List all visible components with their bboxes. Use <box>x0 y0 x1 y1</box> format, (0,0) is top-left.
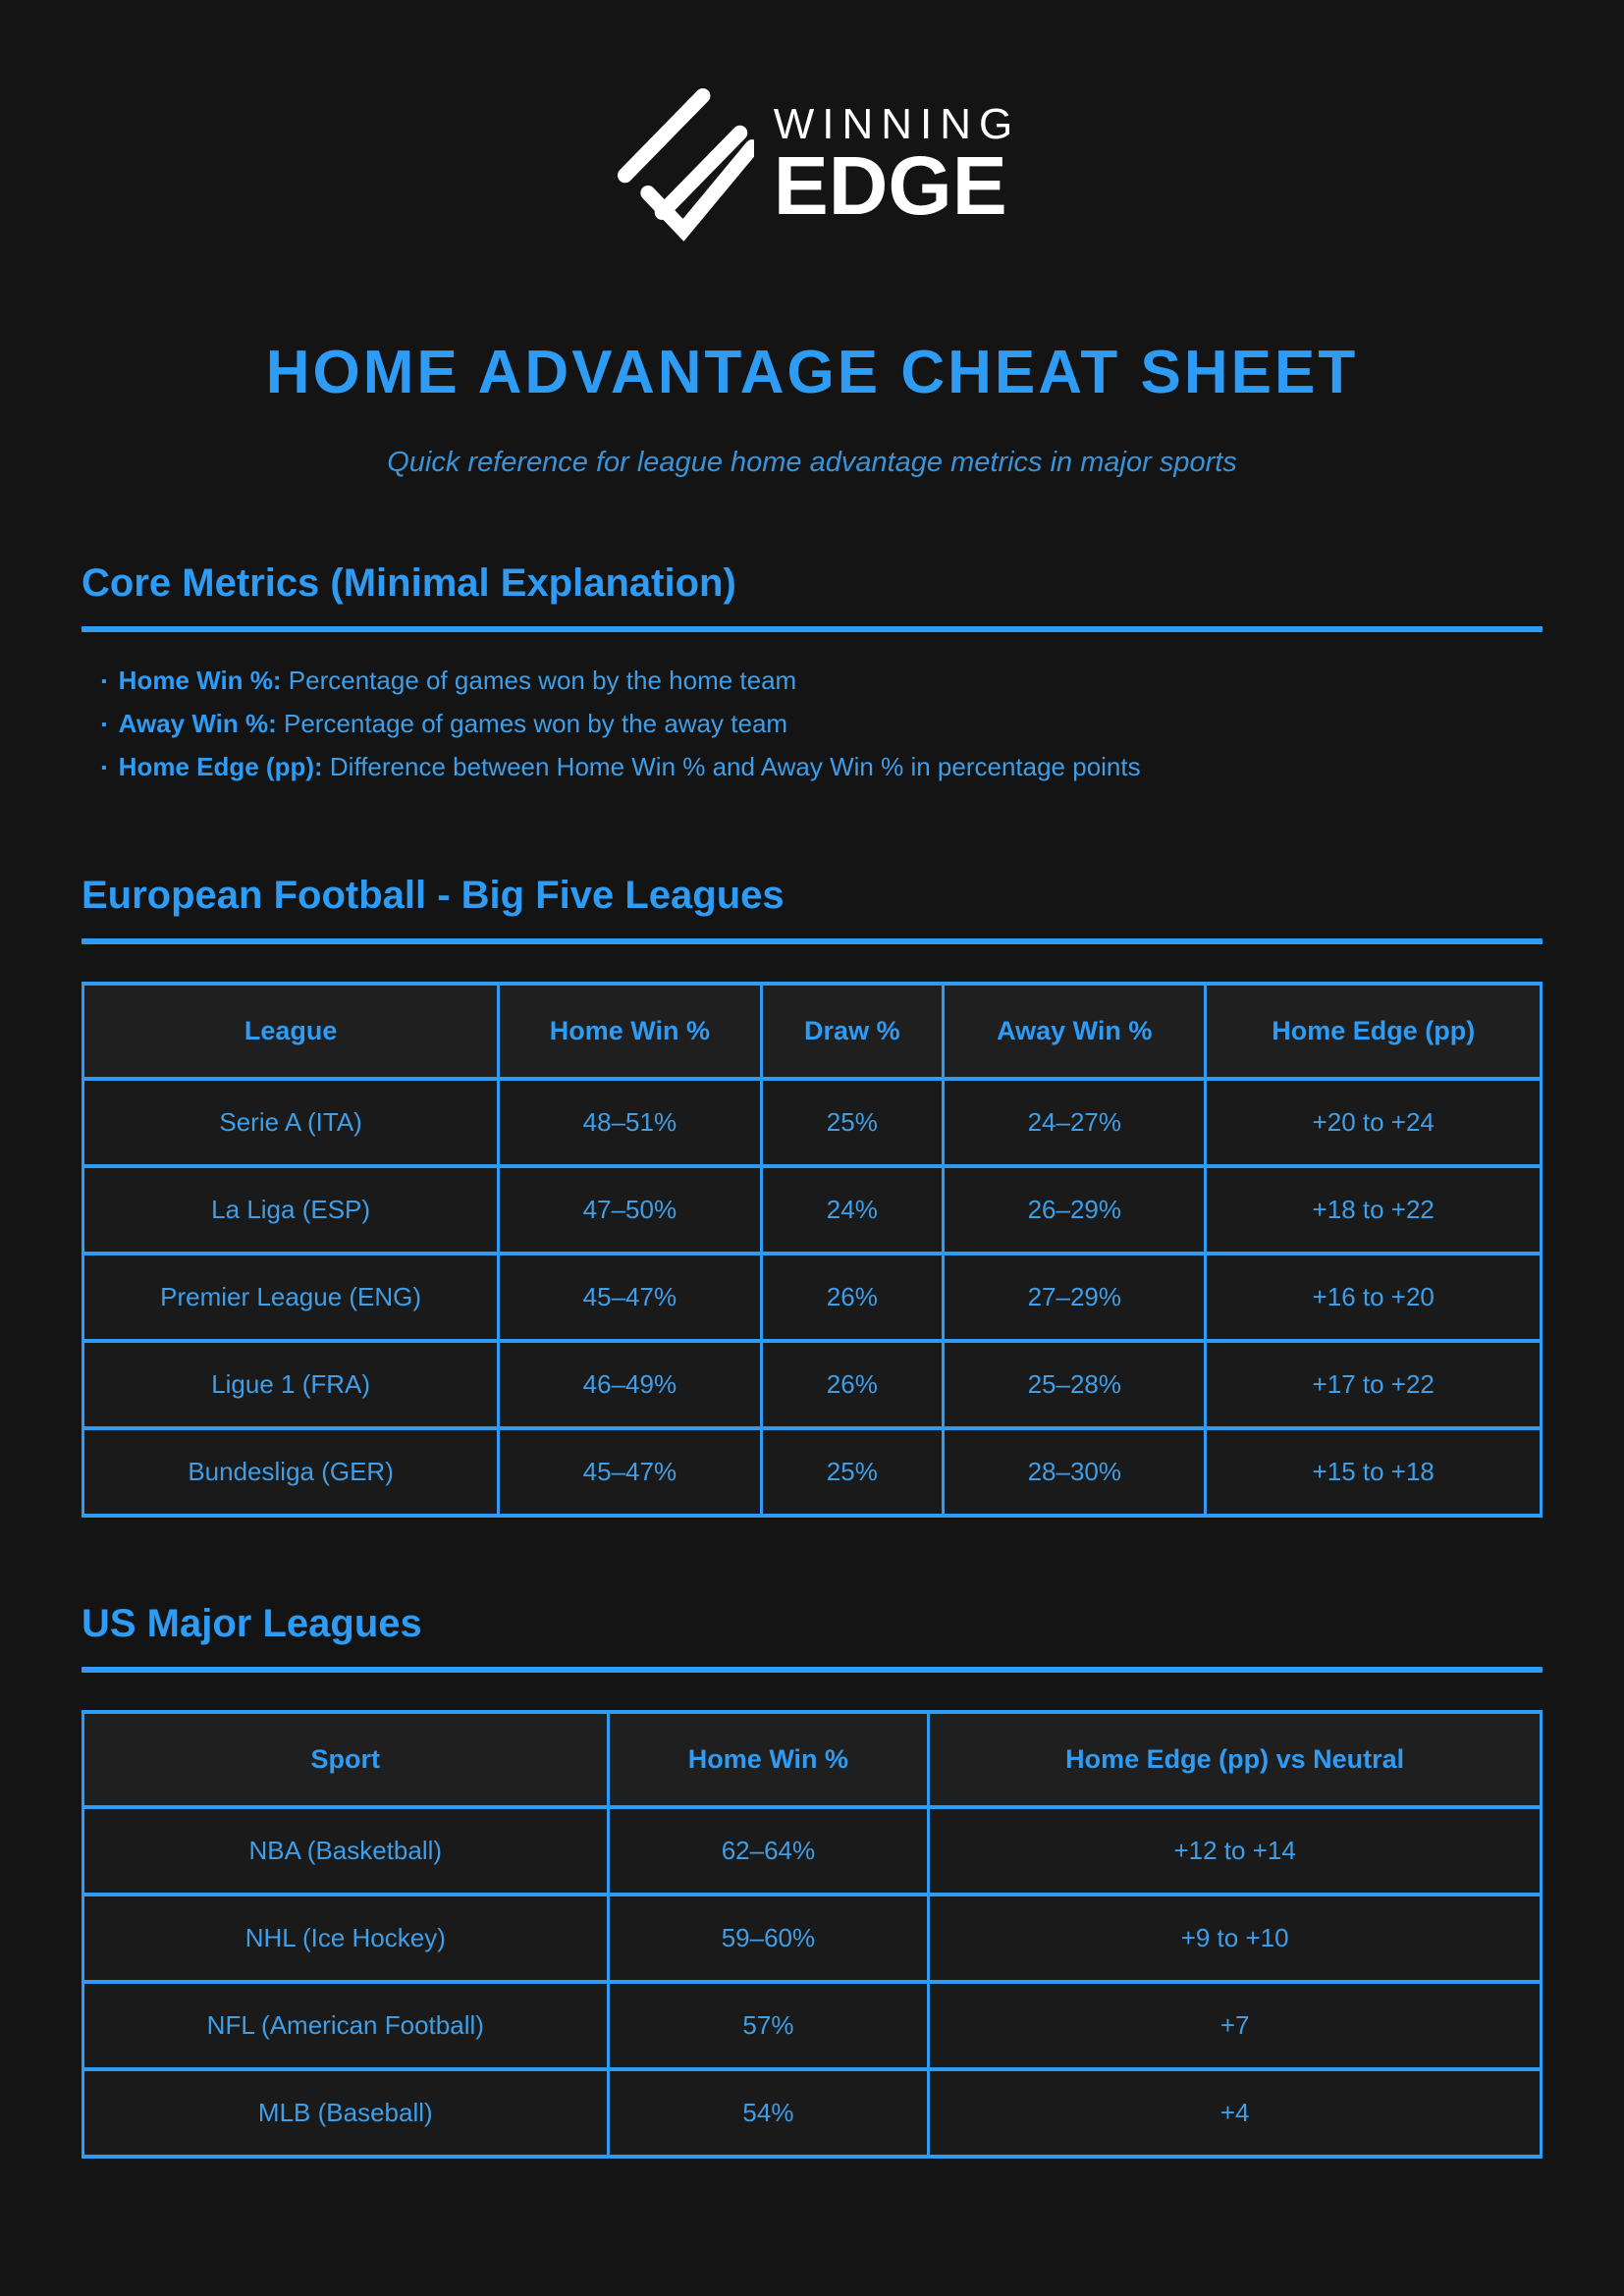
table-cell: 59–60% <box>608 1895 929 1982</box>
table-header-row <box>83 1712 1542 1807</box>
bullet-icon: ▪ <box>101 673 107 690</box>
bullet-icon: ▪ <box>101 717 107 734</box>
european-football-heading: European Football - Big Five Leagues <box>81 873 785 917</box>
core-metrics-heading: Core Metrics (Minimal Explanation) <box>81 561 736 605</box>
table-row <box>83 1807 1542 1895</box>
list-item <box>101 666 1543 696</box>
table-row <box>83 1895 1542 1982</box>
table-cell: 48–51% <box>499 1079 761 1166</box>
table-cell: 54% <box>608 2069 929 2157</box>
table-cell: 57% <box>608 1982 929 2069</box>
table-cell: +20 to +24 <box>1206 1079 1542 1166</box>
section-european-football <box>81 873 1543 1518</box>
table-header-cell: Home Win % <box>499 984 761 1079</box>
list-item <box>101 709 1543 739</box>
brand-name-top: WINNING <box>773 100 1021 149</box>
table-cell: 46–49% <box>499 1341 761 1428</box>
bullet-label: Home Win %: <box>118 666 282 695</box>
table-cell: NHL (Ice Hockey) <box>83 1895 609 1982</box>
table-cell: Premier League (ENG) <box>83 1254 499 1341</box>
section-divider <box>81 1667 1543 1673</box>
table-header-cell: Home Edge (pp) vs Neutral <box>929 1712 1542 1807</box>
table-header-cell: Draw % <box>761 984 944 1079</box>
table-header-cell: Sport <box>83 1712 609 1807</box>
section-us-major-leagues <box>81 1601 1543 2159</box>
logo-text <box>773 100 1021 233</box>
bullet-label: Away Win %: <box>118 709 277 739</box>
table-cell: 62–64% <box>608 1807 929 1895</box>
winning-edge-logo-icon <box>604 81 754 244</box>
bullet-icon: ▪ <box>101 760 107 777</box>
table-cell: +4 <box>929 2069 1542 2157</box>
section-divider <box>81 938 1543 944</box>
table-row <box>83 2069 1542 2157</box>
table-cell: +15 to +18 <box>1206 1428 1542 1516</box>
table-cell: +7 <box>929 1982 1542 2069</box>
page-title: HOME ADVANTAGE CHEAT SHEET <box>265 339 1359 406</box>
table-row <box>83 1254 1542 1341</box>
table-row <box>83 1166 1542 1254</box>
table-cell: 27–29% <box>944 1254 1206 1341</box>
table-cell: Serie A (ITA) <box>83 1079 499 1166</box>
bullet-text: Percentage of games won by the away team <box>284 709 788 739</box>
table-row <box>83 1982 1542 2069</box>
table-cell: Bundesliga (GER) <box>83 1428 499 1516</box>
table-row <box>83 1428 1542 1516</box>
table-header-row <box>83 984 1542 1079</box>
table-cell: 24–27% <box>944 1079 1206 1166</box>
table-cell: NBA (Basketball) <box>83 1807 609 1895</box>
table-cell: 45–47% <box>499 1428 761 1516</box>
bullet-label: Home Edge (pp): <box>118 752 323 782</box>
table-cell: 28–30% <box>944 1428 1206 1516</box>
table-cell: 25% <box>761 1428 944 1516</box>
table-cell: La Liga (ESP) <box>83 1166 499 1254</box>
us-major-leagues-heading: US Major Leagues <box>81 1601 422 1645</box>
table-header-cell: Away Win % <box>944 984 1206 1079</box>
table-cell: 24% <box>761 1166 944 1254</box>
table-header-cell: Home Win % <box>608 1712 929 1807</box>
table-cell: +18 to +22 <box>1206 1166 1542 1254</box>
table-cell: 47–50% <box>499 1166 761 1254</box>
table-cell: +17 to +22 <box>1206 1341 1542 1428</box>
page-subtitle: Quick reference for league home advantage metrics in major sports <box>387 447 1237 478</box>
section-core-metrics <box>81 563 1543 783</box>
bullet-text: Percentage of games won by the home team <box>288 666 797 695</box>
table-cell: 26% <box>761 1254 944 1341</box>
table-cell: MLB (Baseball) <box>83 2069 609 2157</box>
brand-name-bottom: EDGE <box>773 139 1007 233</box>
table-header-cell: Home Edge (pp) <box>1206 984 1542 1079</box>
table-cell: 26% <box>761 1341 944 1428</box>
table-cell: 25–28% <box>944 1341 1206 1428</box>
table-row <box>83 1079 1542 1166</box>
us-major-leagues-table <box>81 1710 1543 2159</box>
table-row <box>83 1341 1542 1428</box>
european-football-table <box>81 982 1543 1518</box>
list-item <box>101 752 1543 782</box>
logo <box>81 0 1543 244</box>
table-cell: +12 to +14 <box>929 1807 1542 1895</box>
table-cell: NFL (American Football) <box>83 1982 609 2069</box>
table-cell: +9 to +10 <box>929 1895 1542 1982</box>
table-cell: 26–29% <box>944 1166 1206 1254</box>
table-cell: 25% <box>761 1079 944 1166</box>
core-metrics-list <box>81 666 1543 783</box>
bullet-text: Difference between Home Win % and Away Win % in percentage points <box>329 752 1141 782</box>
table-cell: 45–47% <box>499 1254 761 1341</box>
table-cell: +16 to +20 <box>1206 1254 1542 1341</box>
section-divider <box>81 626 1543 632</box>
table-cell: Ligue 1 (FRA) <box>83 1341 499 1428</box>
table-header-cell: League <box>83 984 499 1079</box>
